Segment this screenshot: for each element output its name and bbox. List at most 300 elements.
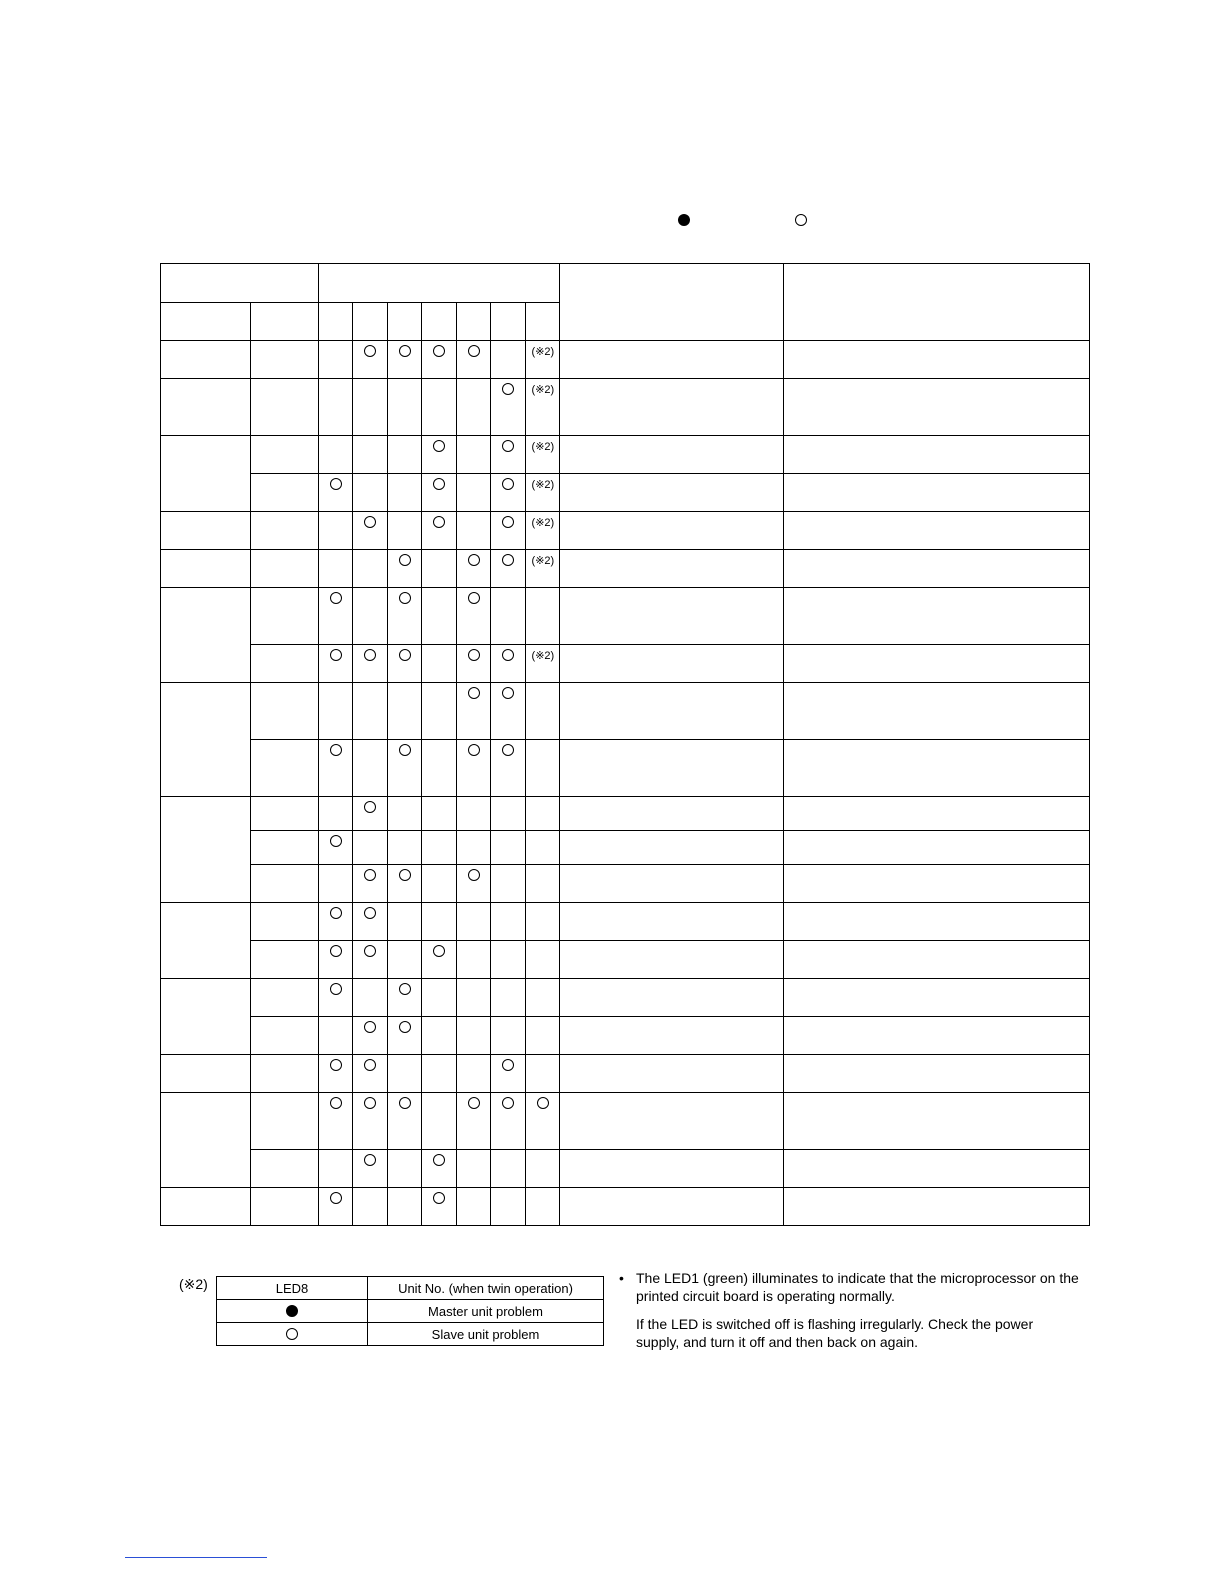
text-cell [560, 474, 783, 512]
open-circle-icon [364, 649, 376, 661]
led-cell [353, 1055, 388, 1093]
table-row [161, 1055, 1090, 1093]
text-cell [560, 979, 783, 1017]
led-cell [491, 474, 526, 512]
table-row [161, 1093, 1090, 1150]
open-circle-icon [468, 1097, 480, 1109]
led-cell [422, 550, 457, 588]
led-cell [388, 1093, 422, 1150]
ref-note-mark: (※2) [531, 555, 555, 567]
led-cell [388, 903, 422, 941]
text-cell [783, 379, 1089, 436]
led-cell [319, 831, 353, 865]
table-row [161, 903, 1090, 941]
led-cell [457, 740, 491, 797]
led-cell [491, 645, 526, 683]
table-row [161, 979, 1090, 1017]
text-cell [783, 740, 1089, 797]
table-row [161, 436, 1090, 474]
led-cell [526, 645, 560, 683]
led-cell [319, 683, 353, 740]
text-cell [251, 683, 319, 740]
open-circle-icon [364, 869, 376, 881]
led-cell [319, 436, 353, 474]
table-row [161, 550, 1090, 588]
text-cell [251, 512, 319, 550]
led-cell [388, 550, 422, 588]
led-cell [526, 436, 560, 474]
text-cell [251, 1150, 319, 1188]
led-cell [422, 797, 457, 831]
table-row [161, 941, 1090, 979]
led-cell [422, 865, 457, 903]
led-cell [491, 979, 526, 1017]
led-cell [319, 379, 353, 436]
open-circle-icon [502, 649, 514, 661]
led-cell [457, 436, 491, 474]
led-cell [319, 903, 353, 941]
text-cell [251, 1055, 319, 1093]
led-cell [388, 341, 422, 379]
open-circle-icon [286, 1328, 298, 1340]
led-cell [422, 379, 457, 436]
led-cell [353, 941, 388, 979]
text-cell [783, 1188, 1089, 1226]
text-cell [783, 1150, 1089, 1188]
open-circle-icon [330, 649, 342, 661]
text-cell [783, 512, 1089, 550]
led-cell [422, 341, 457, 379]
table-row [161, 588, 1090, 645]
led-cell [319, 550, 353, 588]
open-circle-icon [502, 1097, 514, 1109]
open-circle-icon [468, 687, 480, 699]
group-cell [161, 1093, 251, 1188]
led-cell [422, 588, 457, 645]
table-row [161, 1150, 1090, 1188]
text-cell [783, 979, 1089, 1017]
open-circle-icon [468, 869, 480, 881]
led-cell [319, 341, 353, 379]
led-cell [388, 1150, 422, 1188]
open-circle-icon [399, 345, 411, 357]
led-cell [422, 436, 457, 474]
text-cell [783, 474, 1089, 512]
led-cell [422, 1150, 457, 1188]
led-cell [526, 474, 560, 512]
led-cell [457, 1055, 491, 1093]
table-row [161, 797, 1090, 831]
led-cell [526, 1055, 560, 1093]
led-cell [319, 1017, 353, 1055]
text-cell [251, 588, 319, 645]
led-cell [526, 797, 560, 831]
led-cell [491, 341, 526, 379]
led-cell [491, 865, 526, 903]
led-cell [491, 831, 526, 865]
open-circle-icon [330, 1059, 342, 1071]
led-cell [388, 1017, 422, 1055]
group-cell [161, 436, 251, 512]
led-cell [457, 341, 491, 379]
text-cell [560, 645, 783, 683]
led-cell [526, 1093, 560, 1150]
led-cell [491, 1150, 526, 1188]
table-row [161, 474, 1090, 512]
led-cell [353, 865, 388, 903]
text-cell [783, 865, 1089, 903]
led-cell [353, 1017, 388, 1055]
open-circle-icon [468, 649, 480, 661]
led-cell [422, 645, 457, 683]
led-cell [319, 1188, 353, 1226]
ref-note-mark: (※2) [531, 441, 555, 453]
led-cell [457, 903, 491, 941]
led-cell [353, 831, 388, 865]
led-cell [388, 740, 422, 797]
table-row [161, 865, 1090, 903]
led-cell [388, 683, 422, 740]
open-circle-icon [330, 1192, 342, 1204]
text-cell [783, 341, 1089, 379]
led-cell [353, 379, 388, 436]
open-circle-icon [364, 345, 376, 357]
group-cell [161, 903, 251, 979]
led-cell [457, 865, 491, 903]
led-cell [457, 941, 491, 979]
text-cell [251, 341, 319, 379]
led-cell [319, 740, 353, 797]
led-cell [491, 1017, 526, 1055]
led-cell [491, 436, 526, 474]
led-cell [457, 1150, 491, 1188]
table-row [161, 379, 1090, 436]
text-cell [783, 436, 1089, 474]
led-cell [491, 550, 526, 588]
led-cell [457, 379, 491, 436]
led-cell [388, 379, 422, 436]
open-circle-icon [502, 383, 514, 395]
text-cell [251, 740, 319, 797]
led-cell [457, 683, 491, 740]
led-cell [388, 1188, 422, 1226]
ref-note-mark: (※2) [531, 384, 555, 396]
led-cell [457, 1017, 491, 1055]
led-cell [491, 903, 526, 941]
text-cell [560, 588, 783, 645]
open-circle-icon [364, 945, 376, 957]
led-cell [319, 1093, 353, 1150]
led-cell [388, 797, 422, 831]
open-circle-icon [433, 345, 445, 357]
led-cell [422, 941, 457, 979]
table-row [161, 341, 1090, 379]
led-cell [388, 436, 422, 474]
led-cell [319, 797, 353, 831]
text-cell [783, 683, 1089, 740]
led-cell [491, 1093, 526, 1150]
table-row [161, 831, 1090, 865]
text-cell [783, 550, 1089, 588]
open-circle-icon [502, 440, 514, 452]
open-circle-icon [399, 983, 411, 995]
note-label: (※2) [179, 1276, 208, 1292]
led-cell [457, 474, 491, 512]
text-cell [560, 831, 783, 865]
ref-note-mark: (※2) [531, 346, 555, 358]
led-cell [353, 474, 388, 512]
led-cell [353, 1150, 388, 1188]
led-cell [388, 941, 422, 979]
open-circle-icon [433, 1192, 445, 1204]
open-circle-icon [399, 649, 411, 661]
text-cell [251, 379, 319, 436]
text-cell [560, 550, 783, 588]
open-circle-icon [433, 440, 445, 452]
led-cell [526, 1017, 560, 1055]
open-circle-icon [330, 907, 342, 919]
open-circle-icon [502, 516, 514, 528]
led-cell [353, 797, 388, 831]
led-cell [457, 588, 491, 645]
led-cell [526, 941, 560, 979]
open-circle-icon [330, 983, 342, 995]
open-circle-icon [364, 1097, 376, 1109]
text-cell [251, 1093, 319, 1150]
text-cell [783, 1017, 1089, 1055]
table-header-row [161, 264, 1090, 303]
open-circle-icon [433, 516, 445, 528]
open-circle-icon [364, 907, 376, 919]
open-circle-icon [502, 1059, 514, 1071]
led8-row-slave [217, 1323, 604, 1346]
led-cell [491, 379, 526, 436]
open-circle-icon [468, 744, 480, 756]
led-cell [319, 512, 353, 550]
led-cell [422, 979, 457, 1017]
led-cell [457, 1188, 491, 1226]
led-cell [353, 588, 388, 645]
led-cell [353, 512, 388, 550]
slave-unit-text: Slave unit problem [368, 1323, 604, 1346]
text-cell [251, 1188, 319, 1226]
filled-circle-icon [286, 1305, 298, 1317]
text-cell [783, 831, 1089, 865]
group-cell [161, 683, 251, 797]
led-cell [319, 645, 353, 683]
led-cell [526, 865, 560, 903]
group-cell [161, 512, 251, 550]
text-cell [251, 903, 319, 941]
open-circle-icon [399, 1021, 411, 1033]
filled-circle-icon [678, 214, 690, 226]
led-cell [457, 979, 491, 1017]
text-cell [783, 1093, 1089, 1150]
led8-header-row [217, 1277, 604, 1300]
group-cell [161, 341, 251, 379]
led-cell [526, 379, 560, 436]
led-cell [422, 740, 457, 797]
table-row [161, 683, 1090, 740]
open-circle-icon [399, 744, 411, 756]
text-cell [251, 797, 319, 831]
footer-rule [125, 1557, 267, 1558]
table-row [161, 1188, 1090, 1226]
table-row [161, 645, 1090, 683]
led-cell [353, 740, 388, 797]
open-circle-icon [502, 687, 514, 699]
led-cell [422, 1188, 457, 1226]
open-circle-icon [502, 554, 514, 566]
led-cell [388, 645, 422, 683]
text-cell [251, 979, 319, 1017]
text-cell [251, 1017, 319, 1055]
led-cell [526, 740, 560, 797]
led-cell [319, 588, 353, 645]
group-cell [161, 550, 251, 588]
led-cell [388, 831, 422, 865]
table-row [161, 1017, 1090, 1055]
led-cell [319, 979, 353, 1017]
group-cell [161, 1055, 251, 1093]
led-cell [388, 474, 422, 512]
text-cell [560, 865, 783, 903]
led-cell [457, 512, 491, 550]
led1-info [619, 1269, 1079, 1351]
led-cell [388, 588, 422, 645]
open-circle-icon [502, 744, 514, 756]
master-unit-text: Master unit problem [368, 1300, 604, 1323]
led-cell [319, 474, 353, 512]
text-cell [251, 941, 319, 979]
text-cell [783, 941, 1089, 979]
text-cell [251, 645, 319, 683]
group-cell [161, 1188, 251, 1226]
ref-note-mark: (※2) [531, 517, 555, 529]
text-cell [783, 903, 1089, 941]
led-cell [422, 1093, 457, 1150]
led-cell [526, 831, 560, 865]
led-cell [491, 683, 526, 740]
led-cell [353, 1093, 388, 1150]
led-cell [491, 941, 526, 979]
text-cell [560, 903, 783, 941]
led-cell [422, 831, 457, 865]
open-circle-icon [399, 869, 411, 881]
open-circle-icon [399, 1097, 411, 1109]
led-cell [319, 1150, 353, 1188]
led-cell [422, 1055, 457, 1093]
led-cell [353, 341, 388, 379]
group-cell [161, 588, 251, 683]
text-cell [560, 436, 783, 474]
led-cell [457, 797, 491, 831]
text-cell [560, 797, 783, 831]
led-cell [319, 1055, 353, 1093]
led-cell [491, 1055, 526, 1093]
text-cell [560, 740, 783, 797]
led-cell [319, 941, 353, 979]
group-cell [161, 379, 251, 436]
text-cell [251, 474, 319, 512]
led-cell [526, 903, 560, 941]
led-cell [491, 1188, 526, 1226]
led-cell [526, 1150, 560, 1188]
open-circle-icon [399, 592, 411, 604]
led-cell [526, 512, 560, 550]
led8-row-master [217, 1300, 604, 1323]
ref-note-mark: (※2) [531, 479, 555, 491]
text-cell [251, 550, 319, 588]
ref-note-mark: (※2) [531, 650, 555, 662]
open-circle-icon [433, 945, 445, 957]
open-circle-icon [330, 945, 342, 957]
led-cell [353, 979, 388, 1017]
text-cell [560, 341, 783, 379]
led-cell [491, 797, 526, 831]
text-cell [560, 379, 783, 436]
text-cell [560, 1017, 783, 1055]
text-cell [783, 645, 1089, 683]
open-circle-icon [330, 478, 342, 490]
led-cell [526, 683, 560, 740]
led-cell [353, 683, 388, 740]
info-paragraph-2: If the LED is switched off is flashing irregularly. Check the power supply, and turn it off and then back on again. [636, 1316, 1034, 1350]
led-cell [422, 1017, 457, 1055]
open-circle-icon [330, 835, 342, 847]
table-body [161, 341, 1090, 1226]
open-circle-icon [364, 1154, 376, 1166]
open-circle-icon [468, 554, 480, 566]
text-cell [560, 1150, 783, 1188]
led-cell [353, 1188, 388, 1226]
led-cell [422, 474, 457, 512]
open-circle-icon [399, 554, 411, 566]
led-cell [388, 512, 422, 550]
text-cell [560, 1055, 783, 1093]
led-cell [422, 512, 457, 550]
led-cell [526, 588, 560, 645]
open-circle-icon [502, 478, 514, 490]
led-cell [422, 683, 457, 740]
bullet-icon: • [619, 1270, 624, 1286]
group-cell [161, 979, 251, 1055]
text-cell [560, 941, 783, 979]
led-cell [491, 588, 526, 645]
led-cell [388, 979, 422, 1017]
text-cell [783, 588, 1089, 645]
led-cell [457, 1093, 491, 1150]
open-circle-icon [433, 478, 445, 490]
led-cell [353, 645, 388, 683]
text-cell [560, 683, 783, 740]
led-cell [491, 512, 526, 550]
text-cell [783, 797, 1089, 831]
text-cell [560, 1188, 783, 1226]
led-cell [457, 831, 491, 865]
led-cell [388, 865, 422, 903]
led-cell [457, 645, 491, 683]
open-circle-icon [364, 516, 376, 528]
text-cell [560, 1093, 783, 1150]
text-cell [251, 831, 319, 865]
led-cell [319, 865, 353, 903]
open-circle-icon [330, 592, 342, 604]
open-circle-icon [537, 1097, 549, 1109]
led-cell [388, 1055, 422, 1093]
led8-header: LED8 [217, 1277, 368, 1300]
open-circle-icon [468, 592, 480, 604]
